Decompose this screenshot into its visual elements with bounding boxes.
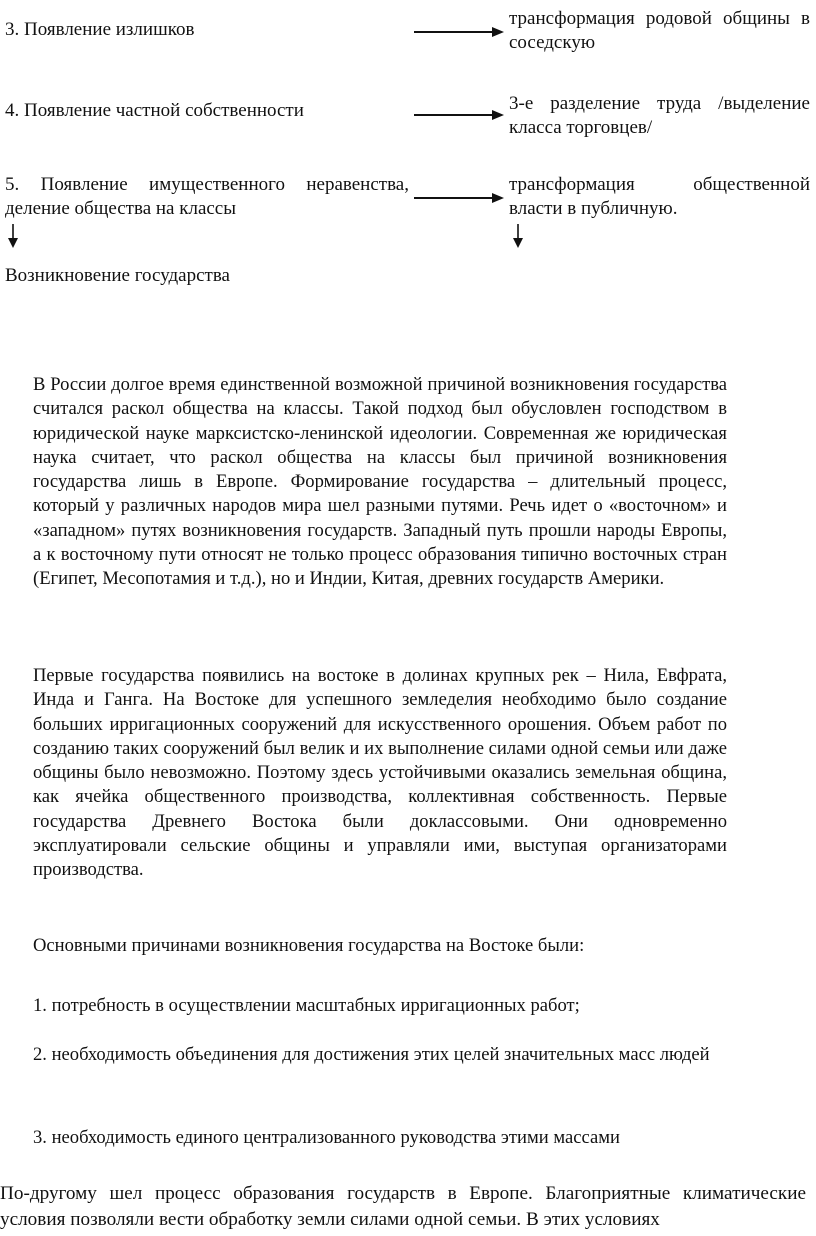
paragraph-first-states: Первые государства появились на востоке в долинах крупных рек – Нила, Евфрата, Инда и Ганга. На Востоке для успешного земледелия необходимо было создание больших ирригационных сооружений для искусственного орошения. Объем работ по созданию таких сооружений был велик и их выполнение силами одной семьи или даже общины было невозможно. Поэтому здесь устойчивыми оказались земельная община, как ячейка общественного производства, коллективная собственность. Первые государства Древнего Востока были доклассовыми. Они одновременно эксплуатировали сельские общины и управляли ими, выступая организаторами производства.: [33, 665, 727, 881]
diagram-left-item-3: 3. Появление излишков: [5, 19, 195, 40]
down-arrow-icon: [511, 222, 525, 250]
paragraph-russia: В России долгое время единственной возможной причиной возникновения государства считался раскол общества на классы. Такой подход был обусловлен господством в юридической науке марксистско-ленинской идеологии. Современная же юридическая наука считает, что раскол общества на классы был причиной возникновения государства лишь в Европе. Формирование государства – длительный процесс, который у различных народов мира шел разными путями. Речь идет о «восточном» и «западном» путях возникновения государств. Западный путь прошли народы Европы, а к восточному пути относят не только процесс образования типично восточных стран (Египет, Месопотамия и т.д.), но и Индии, Китая, древних государств Америки.: [33, 374, 727, 590]
paragraph-europe: По-другому шел процесс образования государств в Европе. Благоприятные климатические условия позволяли вести обработку земли силами одной семьи. В этих условиях: [0, 1183, 806, 1230]
diagram-right-item-4: 3-е разделение труда /выделение класса торговцев/: [509, 93, 810, 138]
diagram-left-item-5: 5. Появление имущественного неравенства, деление общества на классы: [5, 174, 409, 219]
paragraph-causes-intro: Основными причинами возникновения государства на Востоке были:: [33, 935, 585, 956]
list-item-3: 3. необходимость единого централизованного руководства этими массами: [33, 1127, 620, 1148]
diagram-right-item-5: трансформация общественной власти в публичную.: [509, 174, 810, 219]
right-arrow-icon: [412, 190, 506, 206]
list-item-1: 1. потребность в осуществлении масштабных ирригационных работ;: [33, 995, 580, 1016]
diagram-right-item-3: трансформация родовой общины в соседскую: [509, 8, 810, 53]
diagram-left-item-4: 4. Появление частной собственности: [5, 100, 304, 121]
right-arrow-icon: [412, 107, 506, 123]
list-item-2: 2. необходимость объединения для достижения этих целей значительных масс людей: [33, 1044, 710, 1065]
down-arrow-icon: [6, 222, 20, 250]
right-arrow-icon: [412, 24, 506, 40]
diagram-result: Возникновение государства: [5, 265, 230, 286]
